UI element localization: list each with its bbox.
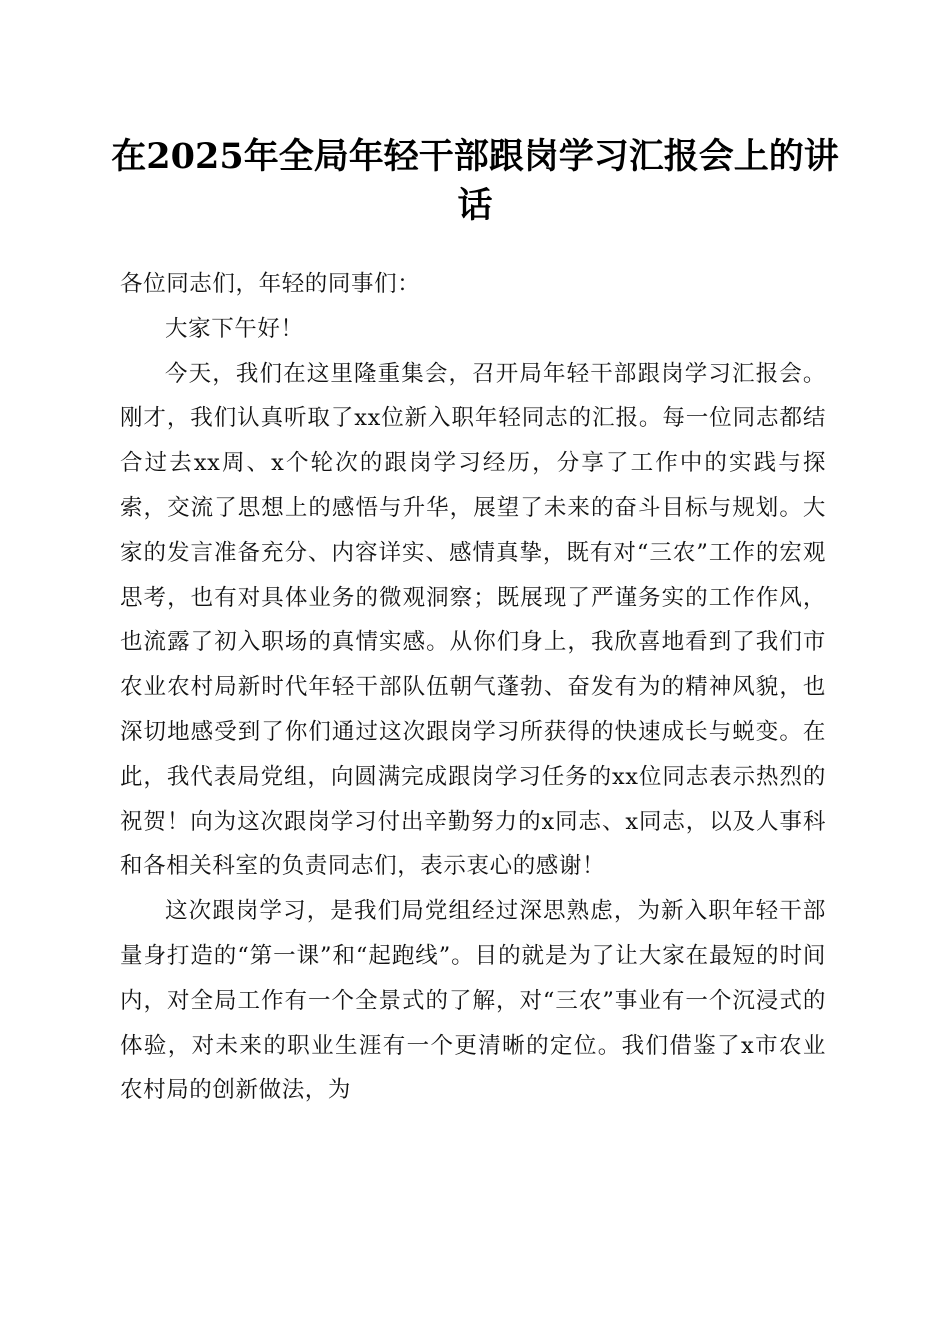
salutation: 各位同志们，年轻的同事们： <box>120 271 421 297</box>
document-body <box>120 262 826 1113</box>
paragraph-opening: 今天，我们在这里隆重集会，召开局年轻干部跟岗学习汇报会。刚才，我们认真听取了xx位新入职年轻同志的汇报。每一位同志都结合过去xx周、x个轮次的跟岗学习经历，分享了工作中的实践与探索，交流了思想上的感悟与升华，展望了未来的奋斗目标与规划。大家的发言准备充分、内容详实、感情真挚，既有对“三农”工作的宏观思考，也有对具体业务的微观洞察；既展现了严谨务实的工作作风，也流露了初入职场的真情实感。从你们身上，我欣喜地看到了我们市农业农村局新时代年轻干部队伍朝气蓬勃、奋发有为的精神风貌，也深切地感受到了你们通过这次跟岗学习所获得的快速成长与蜕变。在此，我代表局党组，向圆满完成跟岗学习任务的xx位同志表示热烈的祝贺！向为这次跟岗学习付出辛勤努力的x同志、x同志，以及人事科和各相关科室的负责同志们，表示衷心的感谢！ <box>120 360 826 880</box>
paragraph-greeting: 大家下午好！ <box>165 315 304 342</box>
document-title: 在2025年全局年轻干部跟岗学习汇报会上的讲话 <box>111 136 839 226</box>
paragraph-purpose: 这次跟岗学习，是我们局党组经过深思熟虑，为新入职年轻干部量身打造的“第一课”和“起跑线”。目的就是为了让大家在最短的时间内，对全局工作有一个全景式的了解，对“三农”事业有一个沉浸式的体验，对未来的职业生涯有一个更清晰的定位。我们借鉴了x市农业农村局的创新做法，为 <box>120 898 826 1104</box>
